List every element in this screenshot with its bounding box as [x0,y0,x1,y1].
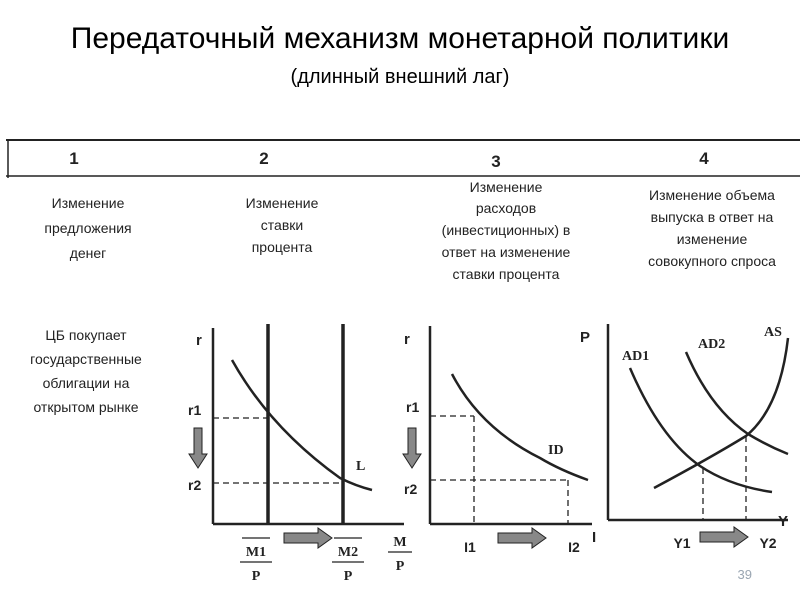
graph2-x-den: P [395,559,405,574]
col1-line3: денег [69,245,107,261]
transmission-diagram [0,128,800,600]
col4-line2: выпуска в ответ на [650,209,774,225]
action-line3: облигации на [42,375,130,391]
col3-number: 3 [491,152,501,171]
col2-line2: ставки [260,217,304,233]
graph2-down-arrow-icon [189,428,207,468]
money-market-graph [188,324,412,584]
graph4-right-arrow-icon [700,527,748,547]
col1-number: 1 [69,149,79,168]
graph3-i1-label: I1 [464,539,476,555]
col3-line2: расходов [475,200,537,216]
ad2-curve [686,352,788,454]
col2-line1: Изменение [245,195,319,211]
col2-number: 2 [259,149,269,168]
graph2-y-label: r [196,332,202,349]
ad-as-graph [608,324,788,551]
action-line1: ЦБ покупает [45,327,127,343]
graph3-right-arrow-icon [498,528,546,548]
graph2-x-num: M [393,535,407,550]
slide-subtitle: (длинный внешний лаг) [290,66,510,88]
col3-line4: ответ на изменение [441,244,571,260]
graph4-ad2-label: AD2 [698,337,726,352]
graph4-ad1-label: AD1 [622,349,650,364]
graph2-r2-label: r2 [188,477,202,493]
ad1-curve [630,368,772,492]
graph2-m1-num: M1 [245,545,267,560]
graph4-y2-label: Y2 [759,535,777,551]
col4-line3: изменение [676,231,748,247]
graph3-down-arrow-icon [403,428,421,468]
action-line2: государственные [30,351,142,367]
slide-title: Передаточный механизм монетарной политики [70,22,730,55]
page-number: 39 [737,567,752,582]
graph3-curve-label: ID [548,443,564,458]
graph3-x-label: I [592,529,597,546]
investment-graph [403,326,596,555]
graph3-i2-label: I2 [568,539,580,555]
graph3-side-label: P [580,329,591,346]
graph4-as-label: AS [764,325,782,340]
diagram-svg [0,128,800,600]
col4-line1: Изменение объема [649,187,775,203]
col3-line1: Изменение [469,179,543,195]
col4-number: 4 [699,149,709,168]
col1-line1: Изменение [51,195,125,211]
graph2-curve-label: L [356,459,366,474]
graph3-r2-label: r2 [404,481,418,497]
graph2-m2-den: P [343,569,353,584]
graph2-r1-label: r1 [188,402,202,418]
col1-line2: предложения [44,220,132,236]
col2-line3: процента [251,239,313,255]
graph2-m1-den: P [251,569,261,584]
as-curve [654,338,788,488]
liquidity-curve-l [232,360,372,490]
graph3-y-label: r [404,331,410,348]
investment-demand-curve [452,374,588,480]
action-line4: открытом рынке [33,399,139,415]
col3-line5: ставки процента [452,266,560,282]
col4-line4: совокупного спроса [648,253,776,269]
graph3-r1-label: r1 [406,399,420,415]
graph2-right-arrow-icon [284,528,332,548]
graph2-m2-num: M2 [337,545,359,560]
graph4-x-label: Y [778,513,789,530]
graph4-y1-label: Y1 [673,535,691,551]
col3-line3: (инвестиционных) в [441,222,571,238]
